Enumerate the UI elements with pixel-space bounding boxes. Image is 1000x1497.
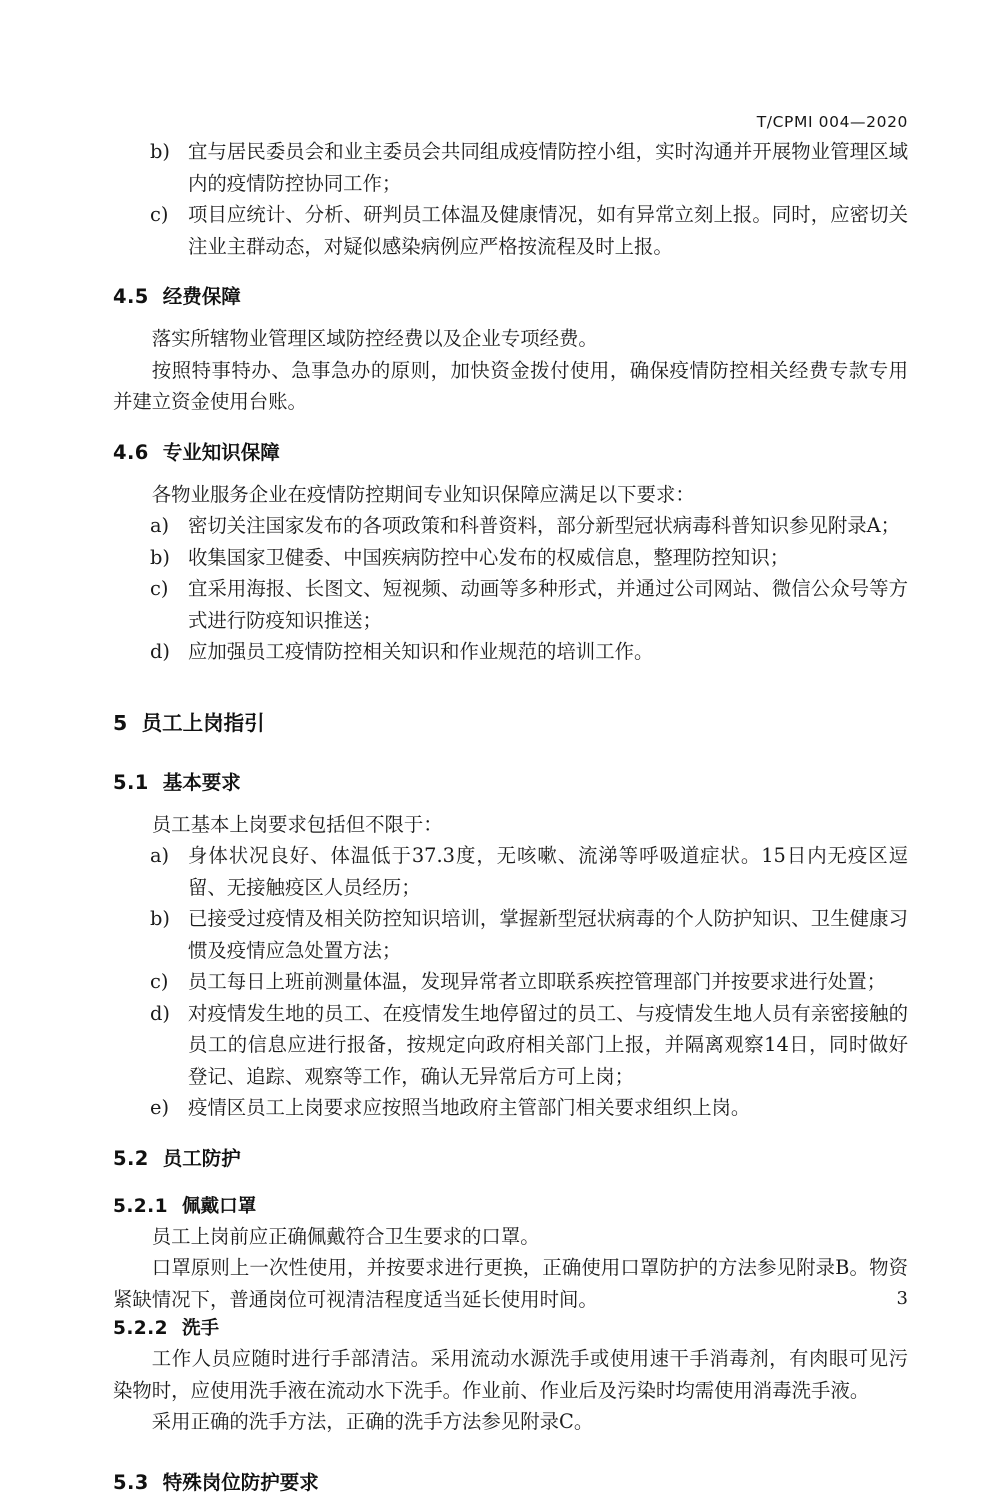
list-marker: c) (150, 577, 169, 600)
spacer (113, 668, 908, 708)
list-item (113, 542, 908, 574)
heading-4-5 (113, 282, 908, 311)
heading-5-2-1 (113, 1193, 908, 1221)
heading-title: 员工上岗指引 (141, 710, 265, 735)
heading-number: 5 (113, 710, 128, 735)
list-item (113, 998, 908, 1093)
heading-number: 5.2.2 (113, 1318, 168, 1339)
list-item (113, 636, 908, 668)
heading-title: 特殊岗位防护要求 (162, 1470, 319, 1494)
paragraph: 工作人员应随时进行手部清洁。采用流动水源洗手或使用速干手消毒剂，有肉眼可见污染物时，应使用洗手液在流动水下洗手。作业前、作业后及污染时均需使用消毒洗手液。 (113, 1347, 908, 1402)
list-lead-in: 各物业服务企业在疫情防控期间专业知识保障应满足以下要求： (151, 482, 695, 506)
list-marker: c) (150, 970, 169, 993)
list-item (113, 1092, 908, 1124)
list-marker: a) (150, 514, 170, 537)
list-marker: d) (150, 1001, 170, 1025)
list-item-text: 员工每日上班前测量体温，发现异常者立即联系疾控管理部门并按要求进行处置； (188, 970, 887, 993)
heading-5-2 (113, 1144, 908, 1173)
list-marker: b) (150, 907, 170, 930)
spacer (113, 467, 908, 479)
list-item (113, 573, 908, 636)
spacer (113, 1438, 908, 1468)
spacer (113, 1173, 908, 1193)
list-marker: b) (150, 140, 170, 163)
list-marker: d) (150, 640, 170, 663)
heading-title: 佩戴口罩 (181, 1195, 257, 1217)
heading-number: 5.1 (113, 770, 149, 794)
heading-title: 专业知识保障 (162, 440, 280, 464)
paragraph: 按照特事特办、急事急办的原则，加快资金拨付使用，确保疫情防控相关经费专款专用并建立资金使用台账。 (113, 358, 908, 413)
paragraph: 口罩原则上一次性使用，并按要求进行更换，正确使用口罩防护的方法参见附录B。物资紧缺情况下，普通岗位可视清洁程度适当延长使用时间。 (113, 1256, 908, 1311)
heading-4-6 (113, 438, 908, 467)
list-item-text: 身体状况良好、体温低于37.3度，无咳嗽、流涕等呼吸道症状。15日内无疫区逗留、无接触疫区人员经历； (188, 844, 908, 899)
list-lead-in: 员工基本上岗要求包括但不限于： (151, 812, 443, 836)
list-marker: a) (150, 844, 170, 867)
spacer (113, 738, 908, 768)
heading-number: 5.2 (113, 1146, 149, 1170)
page-number: 3 (896, 1288, 908, 1309)
list-item (113, 199, 908, 262)
heading-number: 4.6 (113, 440, 149, 464)
running-header-standard-code: T/CPMI 004—2020 (756, 113, 908, 131)
heading-number: 5.2.1 (113, 1195, 168, 1217)
continued-list (113, 136, 908, 262)
list-item-text: 对疫情发生地的员工、在疫情发生地停留过的员工、与疫情发生地人员有亲密接触的员工的信息应进行报备，按规定向政府相关部门上报，并隔离观察14日，同时做好登记、追踪、观察等工作，确认无异常后方可上岗； (188, 1001, 908, 1088)
list-4-6 (113, 510, 908, 668)
heading-number: 4.5 (113, 285, 149, 308)
list-marker: c) (150, 203, 169, 226)
heading-5-1 (113, 768, 908, 797)
spacer (113, 262, 908, 282)
heading-5-2-2 (113, 1315, 908, 1343)
heading-title: 员工防护 (162, 1146, 241, 1170)
heading-number: 5.3 (113, 1470, 149, 1494)
list-item (113, 510, 908, 542)
list-item (113, 903, 908, 966)
list-item (113, 136, 908, 199)
list-item-text: 密切关注国家发布的各项政策和科普资料，部分新型冠状病毒科普知识参见附录A； (188, 514, 901, 537)
heading-title: 基本要求 (162, 770, 241, 794)
list-item-text: 项目应统计、分析、研判员工体温及健康情况，如有异常立刻上报。同时，应密切关注业主群动态，对疑似感染病例应严格按流程及时上报。 (188, 203, 908, 258)
list-5-1 (113, 840, 908, 1124)
heading-5 (113, 708, 908, 738)
paragraph: 落实所辖物业管理区域防控经费以及企业专项经费。 (151, 327, 598, 350)
spacer (113, 418, 908, 438)
list-item-text: 应加强员工疫情防控相关知识和作业规范的培训工作。 (188, 640, 654, 663)
list-marker: e) (150, 1096, 170, 1119)
list-item-text: 收集国家卫健委、中国疾病防控中心发布的权威信息，整理防控知识； (188, 545, 790, 569)
paragraph: 员工上岗前应正确佩戴符合卫生要求的口罩。 (151, 1224, 540, 1248)
spacer (113, 797, 908, 809)
list-item-text: 宜与居民委员会和业主委员会共同组成疫情防控小组，实时沟通并开展物业管理区域内的疫情防控协同工作； (188, 140, 908, 195)
list-item-text: 已接受过疫情及相关防控知识培训，掌握新型冠状病毒的个人防护知识、卫生健康习惯及疫情应急处置方法； (188, 907, 908, 962)
spacer (113, 311, 908, 323)
spacer (113, 1124, 908, 1144)
list-item-text: 宜采用海报、长图文、短视频、动画等多种形式，并通过公司网站、微信公众号等方式进行防疫知识推送； (188, 577, 908, 632)
heading-5-3 (113, 1468, 908, 1497)
paragraph: 采用正确的洗手方法，正确的洗手方法参见附录C。 (151, 1410, 594, 1433)
list-marker: b) (150, 545, 170, 569)
list-item (113, 840, 908, 903)
heading-title: 经费保障 (162, 285, 241, 308)
heading-title: 洗手 (181, 1318, 220, 1339)
list-item (113, 966, 908, 998)
list-item-text: 疫情区员工上岗要求应按照当地政府主管部门相关要求组织上岗。 (188, 1096, 751, 1119)
